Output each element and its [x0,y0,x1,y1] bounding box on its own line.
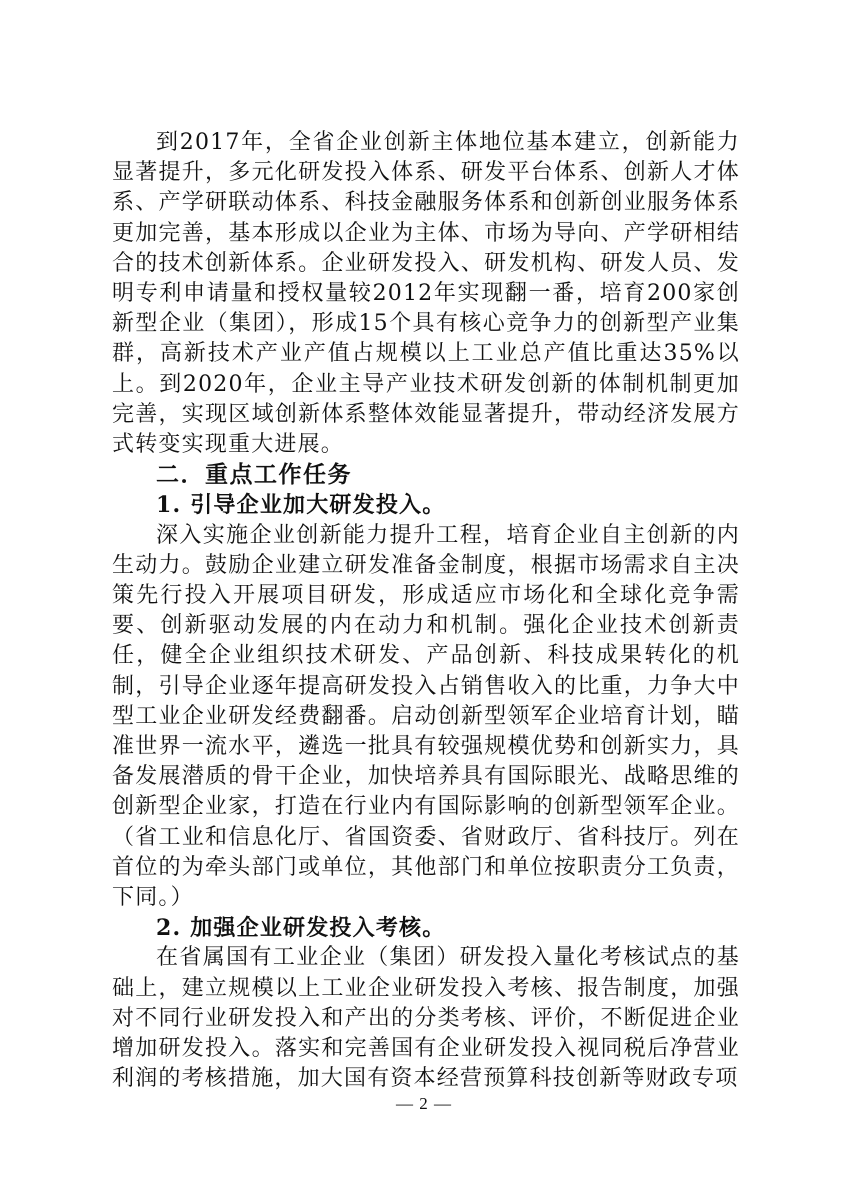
subheading-rd-investment: 1. 引导企业加大研发投入。 [156,492,446,519]
paragraph-targets: 到2017年，全省企业创新主体地位基本建立，创新能力显著提升，多元化研发投入体系、研发平台体系、创新人才体系、产学研联动体系、科技金融服务体系和创新创业服务体系更加完善，基本形成以企业为主体、市场为导向、产学研相结合的技术创新体系。企业研发投入、研发机构、研发人员、发明专利申请量和授权量较2012年实现翻一番，培育200家创新型企业（集团），形成15个具有核心竞争力的创新型产业集群，高新技术产业产值占规模以上工业总产值比重达35%以上。到2020年，企业主导产业技术研发创新的体制机制更加完善，实现区域创新体系整体效能显著提升，带动经济发展方式转变实现重大进展。 [112,130,740,458]
section-heading-key-tasks: 二．重点工作任务 [156,462,352,489]
paragraph-rd-investment: 深入实施企业创新能力提升工程，培育企业自主创新的内生动力。鼓励企业建立研发准备金制度，根据市场需求自主决策先行投入开展项目研发，形成适应市场化和全球化竞争需要、创新驱动发展的内在动力和机制。强化企业技术创新责任，健全企业组织技术研发、产品创新、科技成果转化的机制，引导企业逐年提高研发投入占销售收入的比重，力争大中型工业企业研发经费翻番。启动创新型领军企业培育计划，瞄准世界一流水平，遴选一批具有较强规模优势和创新实力，具备发展潜质的骨干企业，加快培养具有国际眼光、战略思维的创新型企业家，打造在行业内有国际影响的创新型领军企业。（省工业和信息化厅、省国资委、省财政厅、省科技厅。列在首位的为牵头部门或单位，其他部门和单位按职责分工负责，下同。） [112,522,740,911]
page-body [112,128,740,1095]
paragraph-rd-assessment: 在省属国有工业企业（集团）研发投入量化考核试点的基础上，建立规模以上工业企业研发投入考核、报告制度，加强对不同行业研发投入和产出的分类考核、评价，不断促进企业增加研发投入。落实和完善国有企业研发投入视同税后净营业利润的考核措施，加大国有资本经营预算科技创新等财政专项 [112,945,740,1092]
subheading-rd-assessment: 2. 加强企业研发投入考核。 [156,915,446,942]
page-number: — 2 — [396,1094,452,1113]
